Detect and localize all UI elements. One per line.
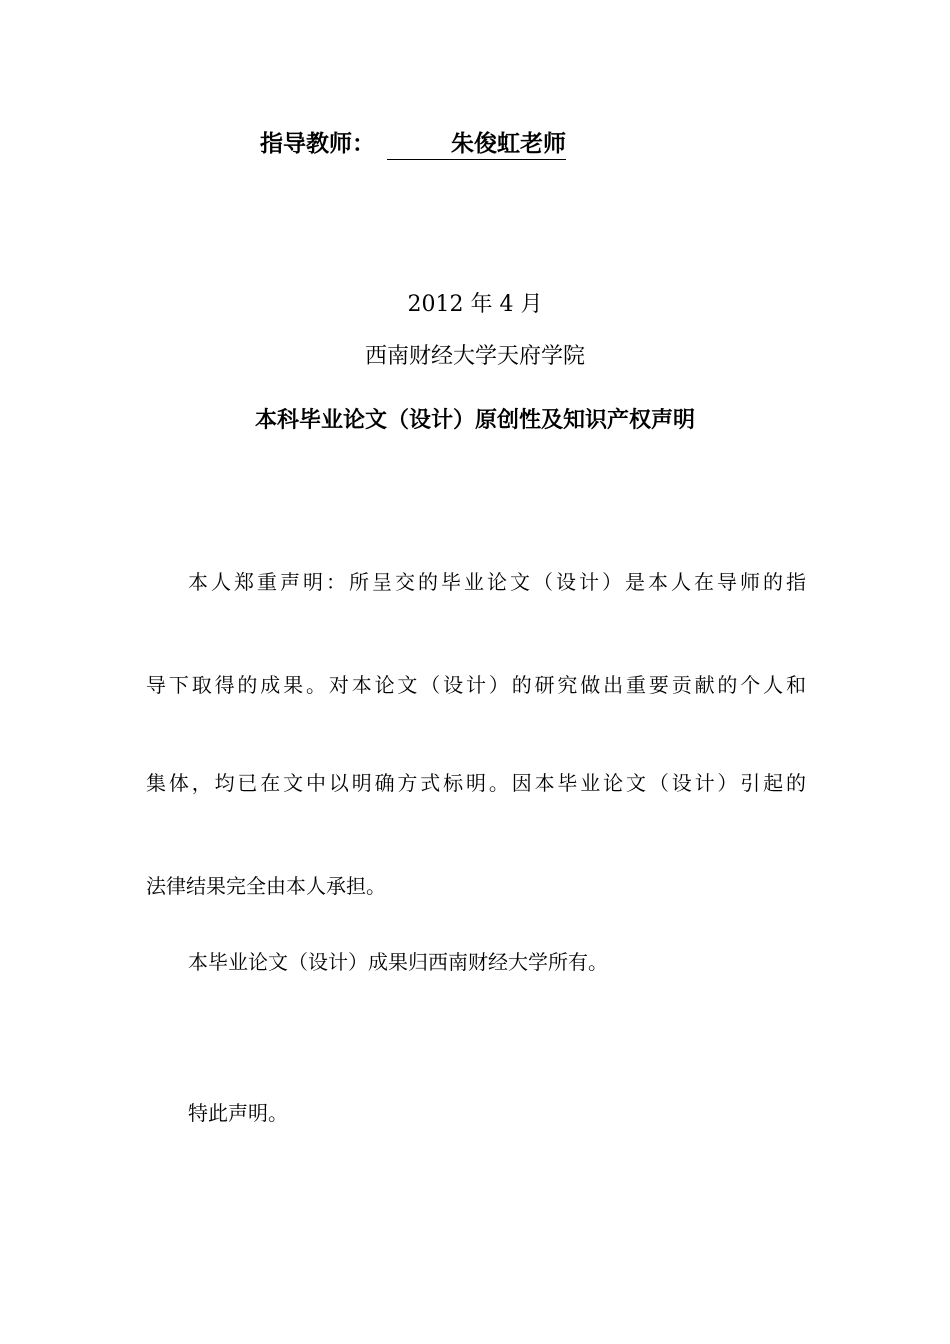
institution-name: 西南财经大学天府学院: [364, 344, 585, 369]
declaration-line-1: 本人郑重声明：所呈交的毕业论文（设计）是本人在导师的指: [188, 570, 806, 594]
advisor-name: 朱俊虹老师: [387, 129, 566, 160]
ownership-paragraph: 本毕业论文（设计）成果归西南财经大学所有。: [188, 950, 608, 974]
date-line: 2012 年 4 月: [407, 292, 543, 317]
declaration-line-2: 导下取得的成果。对本论文（设计）的研究做出重要贡献的个人和: [146, 673, 806, 697]
document-title: 本科毕业论文（设计）原创性及知识产权声明: [254, 408, 695, 433]
declaration-line-4: 法律结果完全由本人承担。: [146, 874, 386, 898]
advisor-line: [260, 126, 566, 162]
closing-statement: 特此声明。: [188, 1101, 288, 1125]
declaration-line-3: 集体，均已在文中以明确方式标明。因本毕业论文（设计）引起的: [146, 771, 806, 795]
advisor-label: 指导教师：: [260, 131, 375, 157]
